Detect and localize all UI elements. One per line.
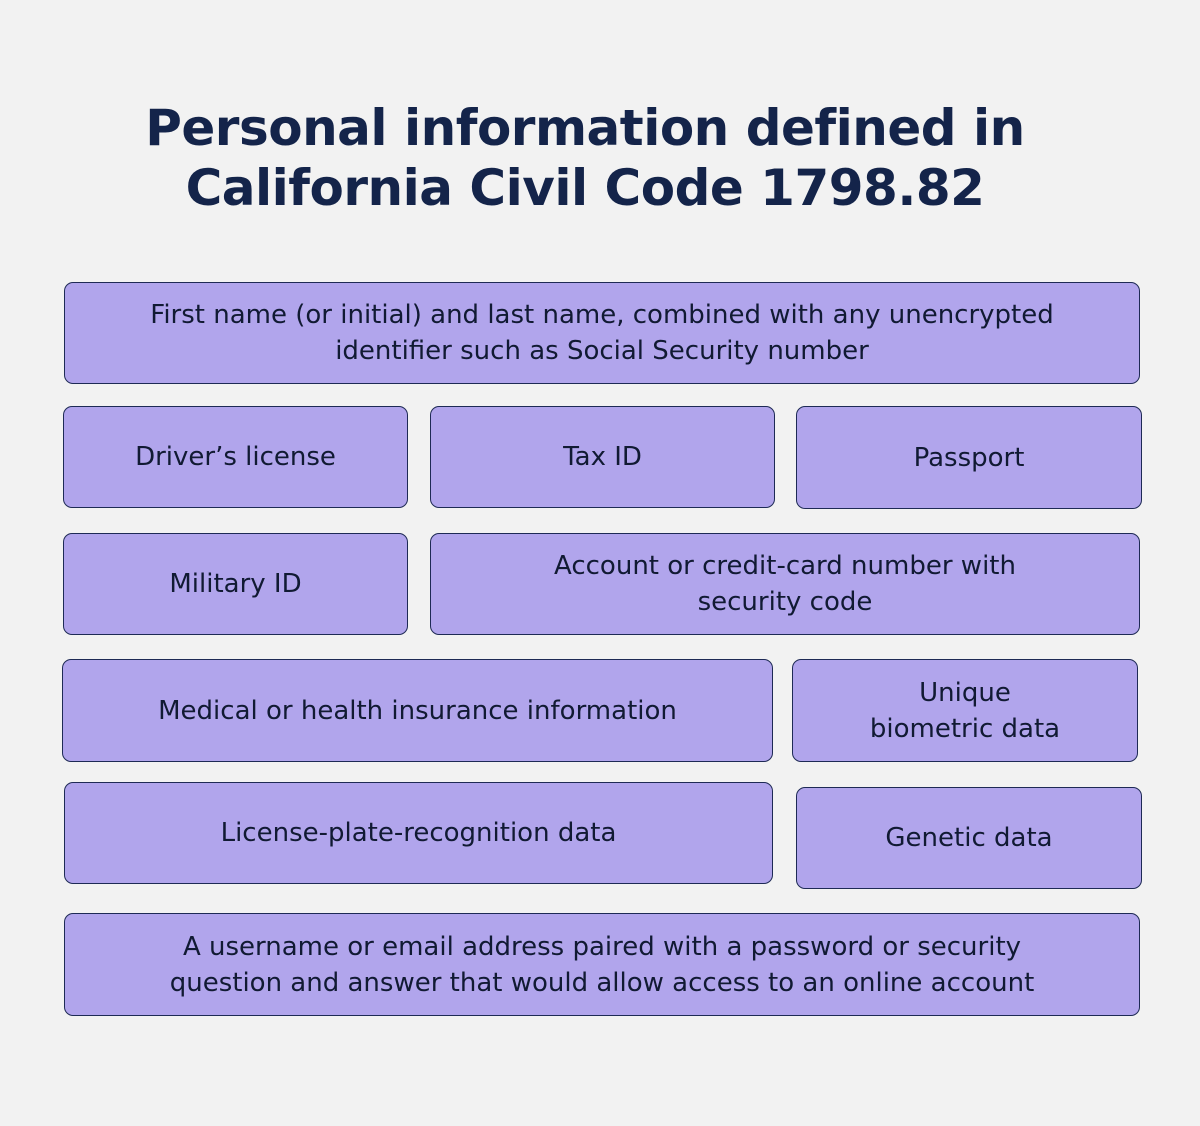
box-account-card-line-1: Account or credit-card number with <box>554 551 1016 581</box>
title-line-2: California Civil Code 1798.82 <box>185 159 985 217</box>
box-tax-id <box>430 406 775 508</box>
box-account-card-line-2: security code <box>697 587 873 617</box>
box-name-identifier-line-2: identifier such as Social Security number <box>335 336 869 366</box>
title-line-1: Personal information defined in <box>145 99 1025 157</box>
box-drivers-license <box>63 406 408 508</box>
box-name-identifier-line-1: First name (or initial) and last name, combined with any unencrypted <box>150 300 1054 330</box>
box-drivers-license-label: Driver’s license <box>135 442 336 472</box>
box-military-id <box>63 533 408 635</box>
box-passport <box>796 406 1142 509</box>
box-passport-label: Passport <box>913 442 1025 473</box>
box-biometric-line-1: Unique <box>919 677 1011 708</box>
box-genetic <box>796 787 1142 889</box>
box-account-card <box>430 533 1140 635</box>
box-name-identifier <box>64 282 1140 384</box>
box-genetic-label: Genetic data <box>885 823 1053 853</box>
box-online-account-line-1: A username or email address paired with a password or security <box>182 931 1022 962</box>
box-biometric <box>792 659 1138 762</box>
box-medical <box>62 659 773 762</box>
box-tax-id-label: Tax ID <box>563 442 642 472</box>
box-online-account-line-2: question and answer that would allow access to an online account <box>169 967 1035 998</box>
box-medical-label: Medical or health insurance information <box>158 695 677 726</box>
box-license-plate-label: License-plate-recognition data <box>220 818 617 848</box>
box-biometric-line-2: biometric data <box>869 713 1061 744</box>
box-license-plate <box>64 782 773 884</box>
box-online-account <box>64 913 1140 1016</box>
page-title <box>100 98 1070 218</box>
box-military-id-label: Military ID <box>169 569 302 599</box>
